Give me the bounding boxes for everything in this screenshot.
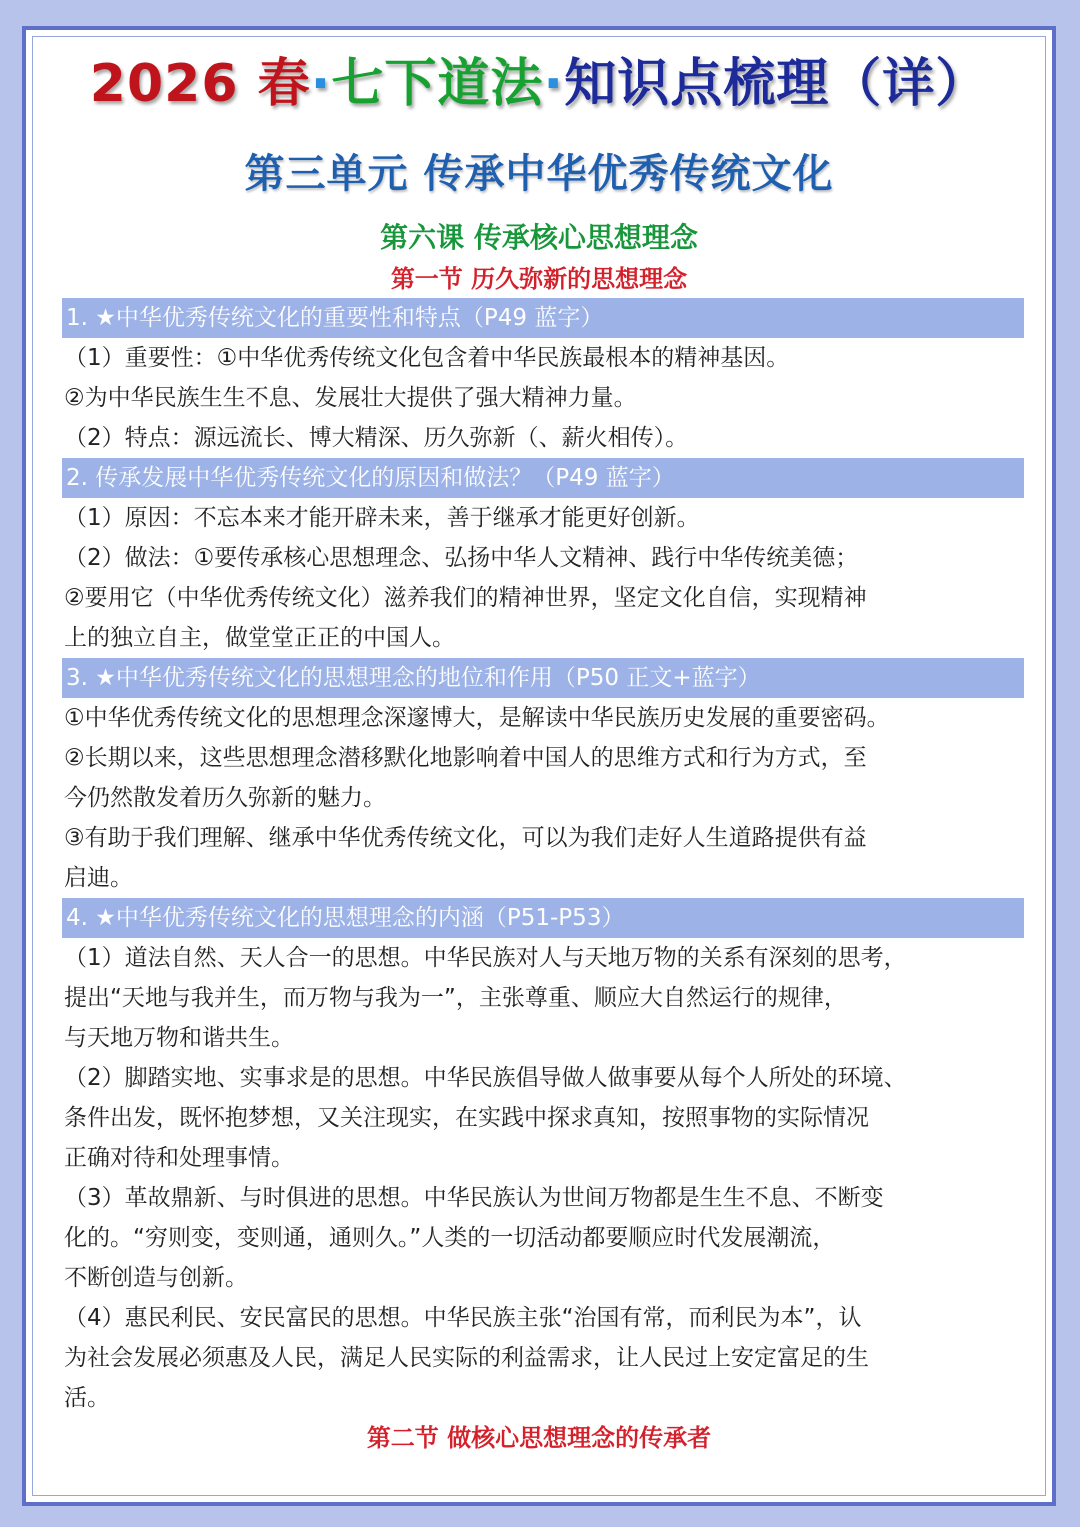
lesson-title: 第六课 传承核心思想理念	[380, 221, 698, 254]
text-line: ②为中华民族生生不息、发展壮大提供了强大精神力量。	[64, 385, 637, 411]
title-dot: ·	[310, 54, 332, 114]
text-line: 与天地万物和谐共生。	[64, 1025, 294, 1051]
content-block	[62, 658, 1024, 898]
text-line: 上的独立自主，做堂堂正正的中国人。	[64, 625, 455, 651]
text-line: 活。	[64, 1385, 110, 1411]
text-line: （2）做法：①要传承核心思想理念、弘扬中华人文精神、践行中华传统美德；	[64, 545, 859, 571]
text-line: 提出“天地与我并生，而万物与我为一”，主张尊重、顺应大自然运行的规律，	[64, 985, 847, 1011]
block-heading: 1. ★中华优秀传统文化的重要性和特点（P49 蓝字）	[62, 298, 1024, 338]
content-block	[62, 898, 1024, 1418]
block-heading: 2. 传承发展中华优秀传统文化的原因和做法？（P49 蓝字）	[62, 458, 1024, 498]
unit-title: 第三单元 传承中华优秀传统文化	[244, 151, 834, 197]
text-line: （1）原因：不忘本来才能开辟未来，善于继承才能更好创新。	[64, 505, 700, 531]
title-year: 2026	[89, 54, 239, 114]
text-line: 启迪。	[64, 865, 133, 891]
block-heading: 3. ★中华优秀传统文化的思想理念的地位和作用（P50 正文+蓝字）	[62, 658, 1024, 698]
text-line: 为社会发展必须惠及人民，满足人民实际的利益需求，让人民过上安定富足的生	[64, 1345, 869, 1371]
next-section-title: 第二节 做核心思想理念的传承者	[366, 1424, 712, 1452]
content-block	[62, 458, 1024, 658]
text-line: ③有助于我们理解、继承中华优秀传统文化，可以为我们走好人生道路提供有益	[64, 825, 867, 851]
text-line: ②要用它（中华优秀传统文化）滋养我们的精神世界，坚定文化自信，实现精神	[64, 585, 867, 611]
text-line: 不断创造与创新。	[64, 1265, 248, 1291]
text-line: 今仍然散发着历久弥新的魅力。	[64, 785, 386, 811]
document-page	[22, 26, 1056, 1506]
text-line: （2）脚踏实地、实事求是的思想。中华民族倡导做人做事要从每个人所处的环境、	[64, 1065, 907, 1091]
title-dot: ·	[543, 54, 565, 114]
text-line: ②长期以来，这些思想理念潜移默化地影响着中国人的思维方式和行为方式，至	[64, 745, 867, 771]
text-line: 条件出发，既怀抱梦想，又关注现实，在实践中探求真知，按照事物的实际情况	[64, 1105, 869, 1131]
text-line: （1）重要性：①中华优秀传统文化包含着中华民族最根本的精神基因。	[64, 345, 790, 371]
title-middle: 七下道法	[331, 54, 544, 114]
text-line: 化的。“穷则变，变则通，通则久。”人类的一切活动都要顺应时代发展潮流，	[64, 1225, 836, 1251]
section-title: 第一节 历久弥新的思想理念	[390, 265, 688, 293]
text-line: （4）惠民利民、安民富民的思想。中华民族主张“治国有常，而利民为本”，认	[64, 1305, 862, 1331]
text-line: （1）道法自然、天人合一的思想。中华民族对人与天地万物的关系有深刻的思考，	[64, 945, 907, 971]
block-heading: 4. ★中华优秀传统文化的思想理念的内涵（P51-P53）	[62, 898, 1024, 938]
text-line: （2）特点：源远流长、博大精深、历久弥新（、薪火相传）。	[64, 425, 689, 451]
text-line: （3）革故鼎新、与时俱进的思想。中华民族认为世间万物都是生生不息、不断变	[64, 1185, 884, 1211]
title-chun: 春	[257, 54, 311, 114]
text-line: ①中华优秀传统文化的思想理念深邃博大，是解读中华民族历史发展的重要密码。	[64, 705, 890, 731]
content-block	[62, 298, 1024, 458]
title-tail: 知识点梳理（详）	[564, 54, 989, 114]
content-body	[62, 298, 1024, 1418]
main-title	[26, 52, 1052, 116]
text-line: 正确对待和处理事情。	[64, 1145, 294, 1171]
